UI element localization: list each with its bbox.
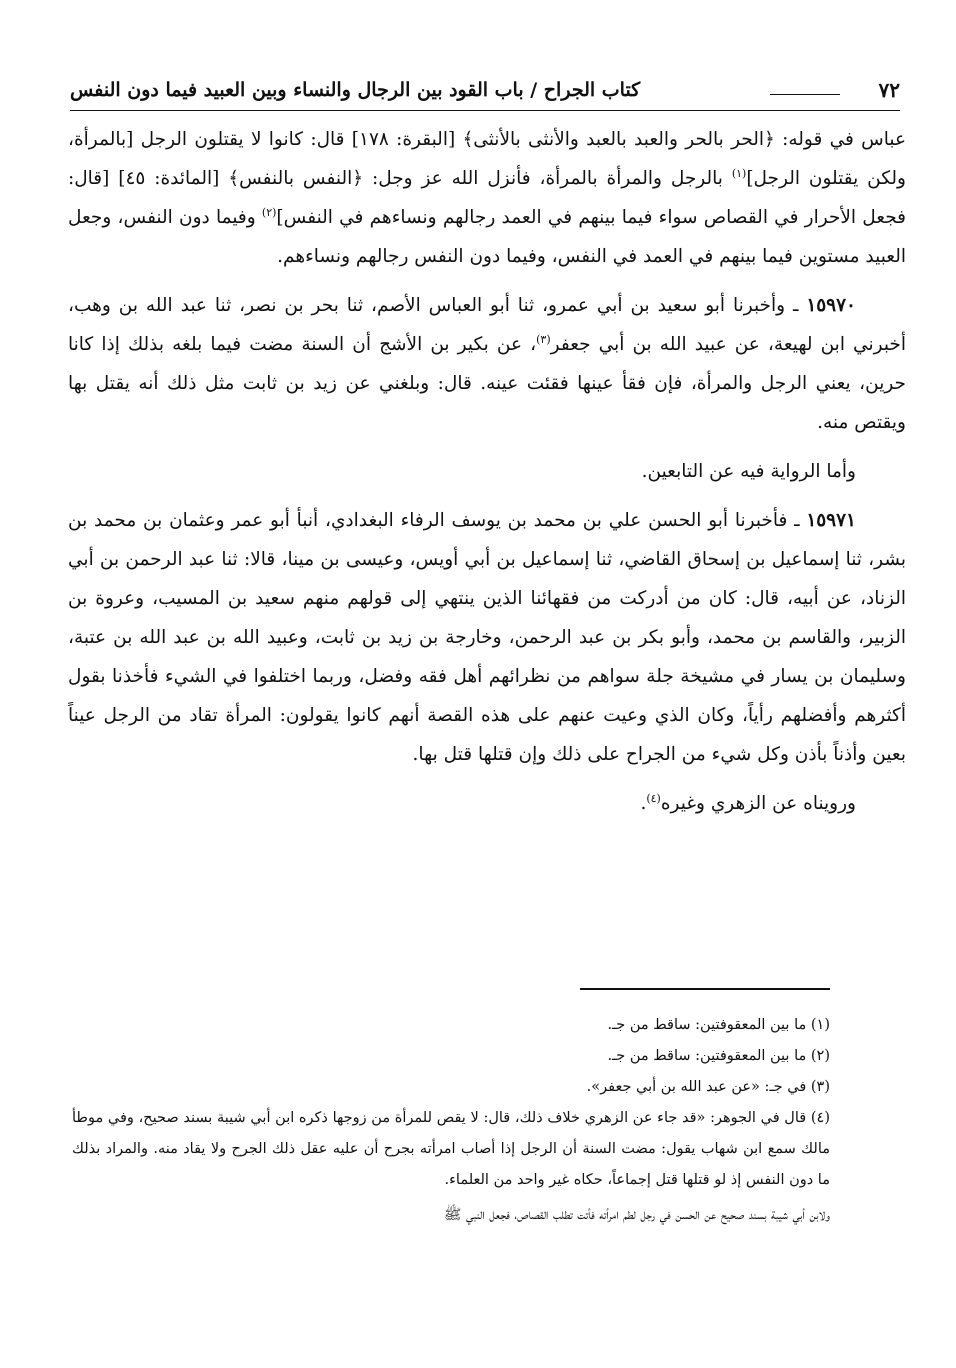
- footnote-2: (٢) ما بين المعقوفتين: ساقط من جـ.: [607, 1048, 830, 1064]
- paragraph-text: ، عن بكير بن الأشج أن السنة مضت فيما بلغه بذلك إذا كانا حرين، يعني الرجل والمرأة، فإن فقأ عينها فقئت عينه. قال: وبلغني عن زيد بن ثابت مثل ذلك أنه يقتل بها ويقتص منه.: [68, 334, 906, 433]
- footnote-1: (١) ما بين المعقوفتين: ساقط من جـ.: [607, 1017, 830, 1033]
- paragraph-text: عباس في قوله: ﴿الحر بالحر والعبد بالعبد والأنثى بالأنثى﴾ [البقرة: ١٧٨] قال: كانوا لا يقتلون الرجل [بالمرأة، ولكن يقتلون الرجل]: [68, 129, 906, 189]
- paragraph-text: ـ وأخبرنا أبو سعيد بن أبي عمرو، ثنا أبو العباس الأصم، ثنا بحر بن نصر، ثنا عبد الله بن وهب، أخبرني ابن لهيعة، عن عبيد الله بن أبي جعفر: [68, 295, 906, 355]
- running-title: كتاب الجراح / باب القود بين الرجال والنساء وبين العبيد فيما دون النفس: [70, 79, 641, 101]
- paragraph-text: وفيما دون النفس، وجعل العبيد مستوين فيما بينهم في العمد في النفس، وفيما دون النفس رجالهم ونساءهم.: [68, 207, 906, 267]
- footnotes: [72, 1010, 830, 1231]
- hadith-number: ١٥٩٧١: [806, 510, 856, 531]
- footnote-4-continuation: ولابن أبي شيبة بسند صحيح عن الحسن في رجل لطم امرأته فأتت تطلب القصاص، فجعل النبي ﷺ: [443, 1207, 830, 1223]
- paragraph-zuhri: [68, 784, 906, 823]
- footnote-ref-2: (٢): [261, 205, 277, 219]
- hadith-number: ١٥٩٧٠: [806, 295, 856, 316]
- paragraph-text: بالرجل والمرأة بالمرأة، فأنزل الله عز وجل: ﴿النفس بالنفس﴾ [المائدة: ٤٥] [قال: فجعل الأحرار في القصاص سواء فيما بينهم في العمد رجالهم ونساءهم في النفس]: [68, 168, 906, 228]
- header-underline: [70, 110, 900, 111]
- header-dash-rule: [770, 94, 840, 95]
- footnote-separator: [580, 988, 830, 990]
- footnote-ref-1: (١): [731, 166, 747, 180]
- footnote-ref-4: (٤): [646, 791, 661, 805]
- footnote-4: (٤) قال في الجوهر: «قد جاء عن الزهري خلاف ذلك، قال: لا يقص للمرأة من زوجها ذكره ابن أبي شيبة بسند صحيح، وفي موطأ مالك سمع ابن شهاب يقول: مضت السنة أن الرجل إذا أصاب امرأته بجرح أن عليه عقل ذلك الجرح ولا يقاد منه. والمراد بذلك ما دون النفس إذ لو قتلها قتل إجماعاً، حكاه غير واحد من العلماء.: [72, 1110, 830, 1188]
- footnote-3: (٣) في جـ: «عن عبد الله بن أبي جعفر».: [586, 1079, 830, 1095]
- page-header: [70, 76, 900, 110]
- paragraph-ibn-abbas: [68, 120, 906, 276]
- paragraph-text: ـ فأخبرنا أبو الحسن علي بن محمد بن يوسف الرفاء البغدادي، أنبأ أبو عمر وعثمان بن محمد بن بشر، ثنا إسماعيل بن إسحاق القاضي، ثنا إسماعيل بن أبي أويس، وعيسى بن مينا، قالا: ثنا عبد الرحمن بن أبي الزناد، عن أبيه، قال: كان من أدركت من فقهائنا الذين ينتهي إلى قولهم منهم سعيد بن المسيب، وعروة بن الزبير، والقاسم بن محمد، وأبو بكر بن عبد الرحمن، وخارجة بن زيد بن ثابت، وعبيد الله بن عبد الله بن عتبة، وسليمان بن يسار في مشيخة جلة سواهم من نظرائهم أهل فقه وفضل، وربما اختلفوا في الشيء فأخذنا بقول أكثرهم وأفضلهم رأياً، وكان الذي وعيت عنهم على هذه القصة أنهم كانوا يقولون: المرأة تقاد من الرجل عيناً بعين وأذناً بأذن وكل شيء من الجراح على ذلك وإن قتلها قتل بها.: [68, 510, 906, 765]
- main-text: [68, 120, 906, 833]
- paragraph-tabiin: وأما الرواية فيه عن التابعين.: [641, 461, 856, 482]
- page-number: ٧٢: [878, 78, 900, 102]
- hadith-15970: [68, 286, 906, 442]
- paragraph-text: ورويناه عن الزهري وغيره: [660, 793, 856, 814]
- footnote-ref-3: (٣): [536, 332, 551, 346]
- paragraph-end: .: [640, 793, 647, 814]
- hadith-15971: [68, 501, 906, 774]
